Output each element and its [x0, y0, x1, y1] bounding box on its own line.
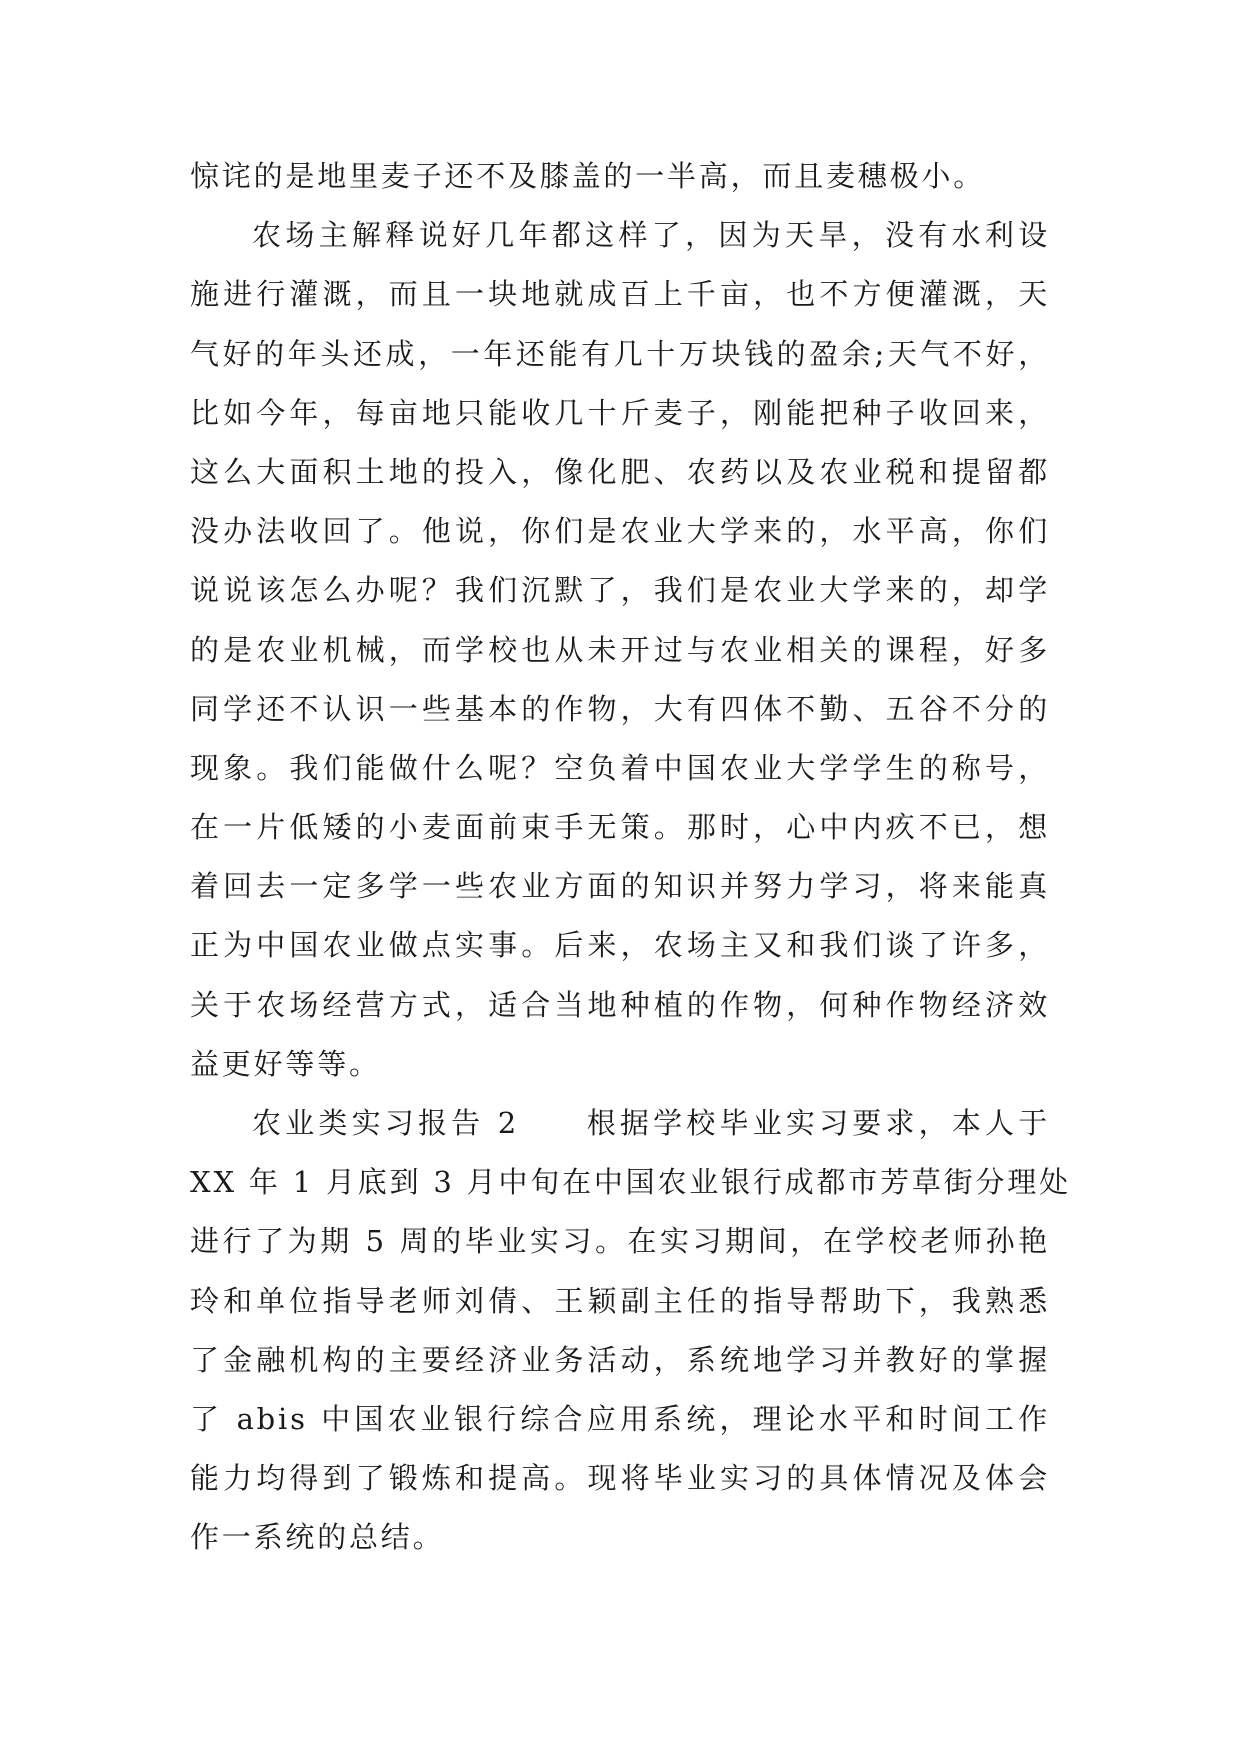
text-line: 益更好等等。	[190, 1046, 381, 1081]
text-line: 玲和单位指导老师刘倩、王颖副主任的指导帮助下，我熟悉	[190, 1283, 1050, 1318]
text-line: 作一系统的总结。	[190, 1520, 445, 1555]
document-body	[190, 158, 1071, 1579]
text-line: 能力均得到了锻炼和提高。现将毕业实习的具体情况及体会	[190, 1461, 1050, 1496]
text-line: 气好的年头还成，一年还能有几十万块钱的盈余;天气不好，	[190, 336, 1050, 371]
text-line: 关于农场经营方式，适合当地种植的作物，何种作物经济效	[190, 987, 1050, 1022]
text-line: 惊诧的是地里麦子还不及膝盖的一半高，而且麦穗极小。	[190, 159, 986, 193]
text-line: 农业类实习报告 2 根据学校毕业实习要求，本人于	[252, 1106, 1050, 1140]
text-line: 施进行灌溉，而且一块地就成百上千亩，也不方便灌溉，天	[190, 277, 1050, 312]
text-line: 没办法收回了。他说，你们是农业大学来的，水平高，你们	[190, 514, 1050, 549]
text-line: 了金融机构的主要经济业务活动，系统地学习并教好的掌握	[190, 1342, 1050, 1377]
text-line: 说说该怎么办呢？我们沉默了，我们是农业大学来的，却学	[190, 573, 1050, 608]
text-line: 正为中国农业做点实事。后来，农场主又和我们谈了许多，	[190, 928, 1050, 963]
text-line: XX 年 1 月底到 3 月中旬在中国农业银行成都市芳草街分理处	[190, 1165, 1071, 1200]
text-line: 了 abis 中国农业银行综合应用系统，理论水平和时间工作	[190, 1401, 1050, 1436]
text-line: 农场主解释说好几年都这样了，因为天旱，没有水利设	[252, 218, 1050, 253]
text-line: 进行了为期 5 周的毕业实习。在实习期间，在学校老师孙艳	[190, 1224, 1050, 1259]
text-line: 这么大面积土地的投入，像化肥、农药以及农业税和提留都	[190, 454, 1050, 489]
text-line: 比如今年，每亩地只能收几十斤麦子，刚能把种子收回来，	[190, 395, 1050, 430]
text-line: 在一片低矮的小麦面前束手无策。那时，心中内疚不已，想	[190, 810, 1050, 845]
text-line: 着回去一定多学一些农业方面的知识并努力学习，将来能真	[190, 869, 1050, 904]
text-line: 的是农业机械，而学校也从未开过与农业相关的课程，好多	[190, 632, 1050, 667]
text-line: 现象。我们能做什么呢？空负着中国农业大学学生的称号，	[190, 750, 1050, 785]
text-line: 同学还不认识一些基本的作物，大有四体不勤、五谷不分的	[190, 691, 1050, 726]
